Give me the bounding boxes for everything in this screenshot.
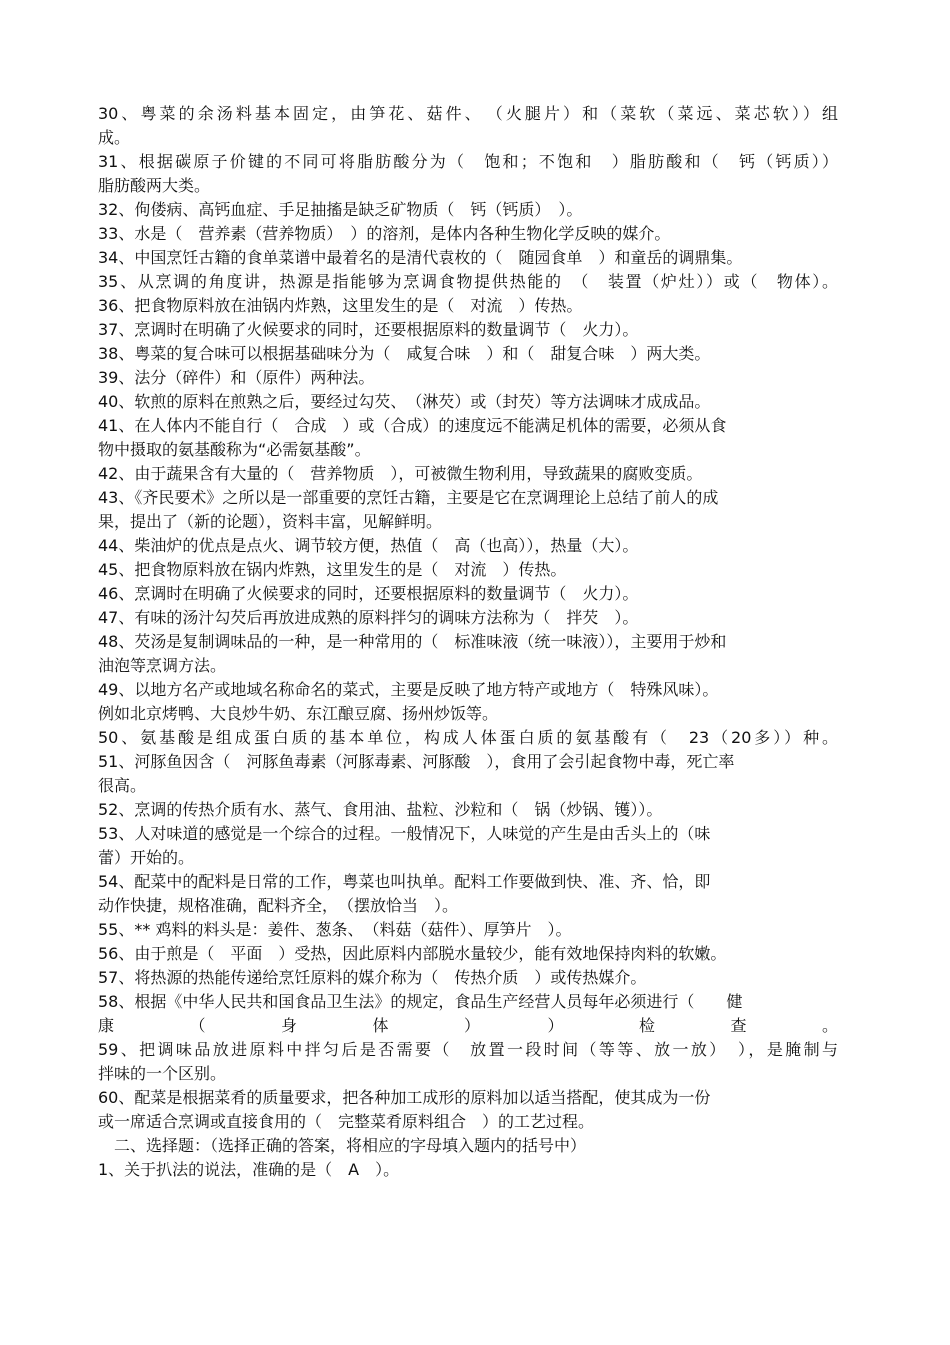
text-line: 40、软煎的原料在煎熟之后，要经过勾芡、 （淋芡）或（封芡）等方法调味才成成品。 (98, 392, 711, 411)
text-line: 果，提出了（新的论题），资料丰富，见解鲜明。 (98, 512, 443, 531)
section-heading: 二、选择题：（选择正确的答案，将相应的字母填入题内的括号中） (98, 1136, 587, 1155)
text-line: 49、以地方名产或地域名称命名的菜式，主要是反映了地方特产或地方（ 特殊风味）。 (98, 680, 719, 699)
text-line: 45、把食物原料放在锅内炸熟，这里发生的是（ 对流 ）传热。 (98, 560, 567, 579)
text-line: 1、关于扒法的说法，准确的是（ A ）。 (98, 1160, 400, 1179)
text-line: 37、烹调时在明确了火候要求的同时，还要根据原料的数量调节（ 火力）。 (98, 320, 639, 339)
text-line: 55、** 鸡料的料头是：姜件、葱条、 （料菇（菇件）、厚笋片 ）。 (98, 920, 572, 939)
text-line: 或一席适合烹调或直接食用的（ 完整菜肴原料组合 ）的工艺过程。 (98, 1112, 595, 1131)
text-line: 56、由于煎是（ 平面 ）受热，因此原料内部脱水量较少，能有效地保持肉料的软嫩。 (98, 944, 727, 963)
text-line: 30、粤菜的余汤料基本固定，由笋花、菇件、 （火腿片）和（菜软（菜远、菜芯软））组 (98, 104, 838, 123)
text-line: 54、配菜中的配料是日常的工作，粤菜也叫执单。配料工作要做到快、准、齐、恰，即 (98, 872, 711, 891)
text-line: 成。 (98, 128, 131, 147)
text-line: 拌味的一个区别。 (98, 1064, 227, 1083)
text-line: 32、佝偻病、高钙血症、手足抽搐是缺乏矿物质（ 钙（钙质） ）。 (98, 200, 583, 219)
text-line: 物中摄取的氨基酸称为“必需氨基酸”。 (98, 440, 371, 459)
text-line: 51、河豚鱼因含（ 河豚鱼毒素（河豚毒素、河豚酸 ），食用了会引起食物中毒，死亡率 (98, 752, 735, 771)
text-line: 50、氨基酸是组成蛋白质的基本单位，构成人体蛋白质的氨基酸有（ 23（20多））种。 (98, 728, 838, 747)
text-line: 58、根据《中华人民共和国食品卫生法》的规定，食品生产经营人员每年必须进行（ 健 (98, 992, 743, 1011)
document-text (98, 102, 838, 1182)
text-line: 44、柴油炉的优点是点火、调节较方便，热值（ 高（也高）），热量（大）。 (98, 536, 639, 555)
text-line: 34、中国烹饪古籍的食单菜谱中最着名的是清代袁枚的（ 随园食单 ）和童岳的调鼎集。 (98, 248, 743, 267)
text-line: 36、把食物原料放在油锅内炸熟，这里发生的是（ 对流 ）传热。 (98, 296, 583, 315)
text-line: 38、粤菜的复合味可以根据基础味分为（ 咸复合味 ）和（ 甜复合味 ）两大类。 (98, 344, 711, 363)
text-line: 48、芡汤是复制调味品的一种，是一种常用的（ 标准味液（统一味液）），主要用于炒和 (98, 632, 727, 651)
text-line: 59、把调味品放进原料中拌匀后是否需要（ 放置一段时间（等等、放一放） ），是腌制与 (98, 1040, 838, 1059)
text-line: 蕾）开始的。 (98, 848, 195, 867)
text-line: 39、法分（碎件）和（原件）两种法。 (98, 368, 375, 387)
text-line: 43、《齐民要术》之所以是一部重要的烹饪古籍，主要是它在烹调理论上总结了前人的成 (98, 488, 719, 507)
text-line: 油泡等烹调方法。 (98, 656, 227, 675)
text-line: 60、配菜是根据菜肴的质量要求，把各种加工成形的原料加以适当搭配，使其成为一份 (98, 1088, 711, 1107)
text-line: 53、人对味道的感觉是一个综合的过程。一般情况下，人味觉的产生是由舌头上的（味 (98, 824, 711, 843)
text-line: 动作快捷，规格准确，配料齐全， （摆放恰当 ）。 (98, 896, 459, 915)
text-line: 31、根据碳原子价键的不同可将脂肪酸分为（ 饱和；不饱和 ）脂肪酸和（ 钙（钙质）） (98, 152, 838, 171)
text-line: 41、在人体内不能自行（ 合成 ）或（合成）的速度远不能满足机体的需要，必须从食 (98, 416, 727, 435)
text-line: 46、烹调时在明确了火候要求的同时，还要根据原料的数量调节（ 火力）。 (98, 584, 639, 603)
text-line: 47、有味的汤汁勾芡后再放进成熟的原料拌匀的调味方法称为（ 拌芡 ）。 (98, 608, 639, 627)
text-line: 33、水是（ 营养素（营养物质） ）的溶剂，是体内各种生物化学反映的媒介。 (98, 224, 671, 243)
text-line: 57、将热源的热能传递给烹饪原料的媒介称为（ 传热介质 ）或传热媒介。 (98, 968, 647, 987)
text-line: 42、由于蔬果含有大量的（ 营养物质 ），可被微生物利用，导致蔬果的腐败变质。 (98, 464, 703, 483)
text-line: 35、从烹调的角度讲，热源是指能够为烹调食物提供热能的 （ 装置（炉灶））或（ 物体）。 (98, 272, 838, 291)
text-line: 脂肪酸两大类。 (98, 176, 211, 195)
text-line: 例如北京烤鸭、大良炒牛奶、东江酿豆腐、扬州炒饭等。 (98, 704, 499, 723)
text-line: 很高。 (98, 776, 147, 795)
text-line: 康（身体））检查。 (98, 1016, 838, 1035)
text-line: 52、烹调的传热介质有水、蒸气、食用油、盐粒、沙粒和（ 锅（炒锅、镬））。 (98, 800, 663, 819)
